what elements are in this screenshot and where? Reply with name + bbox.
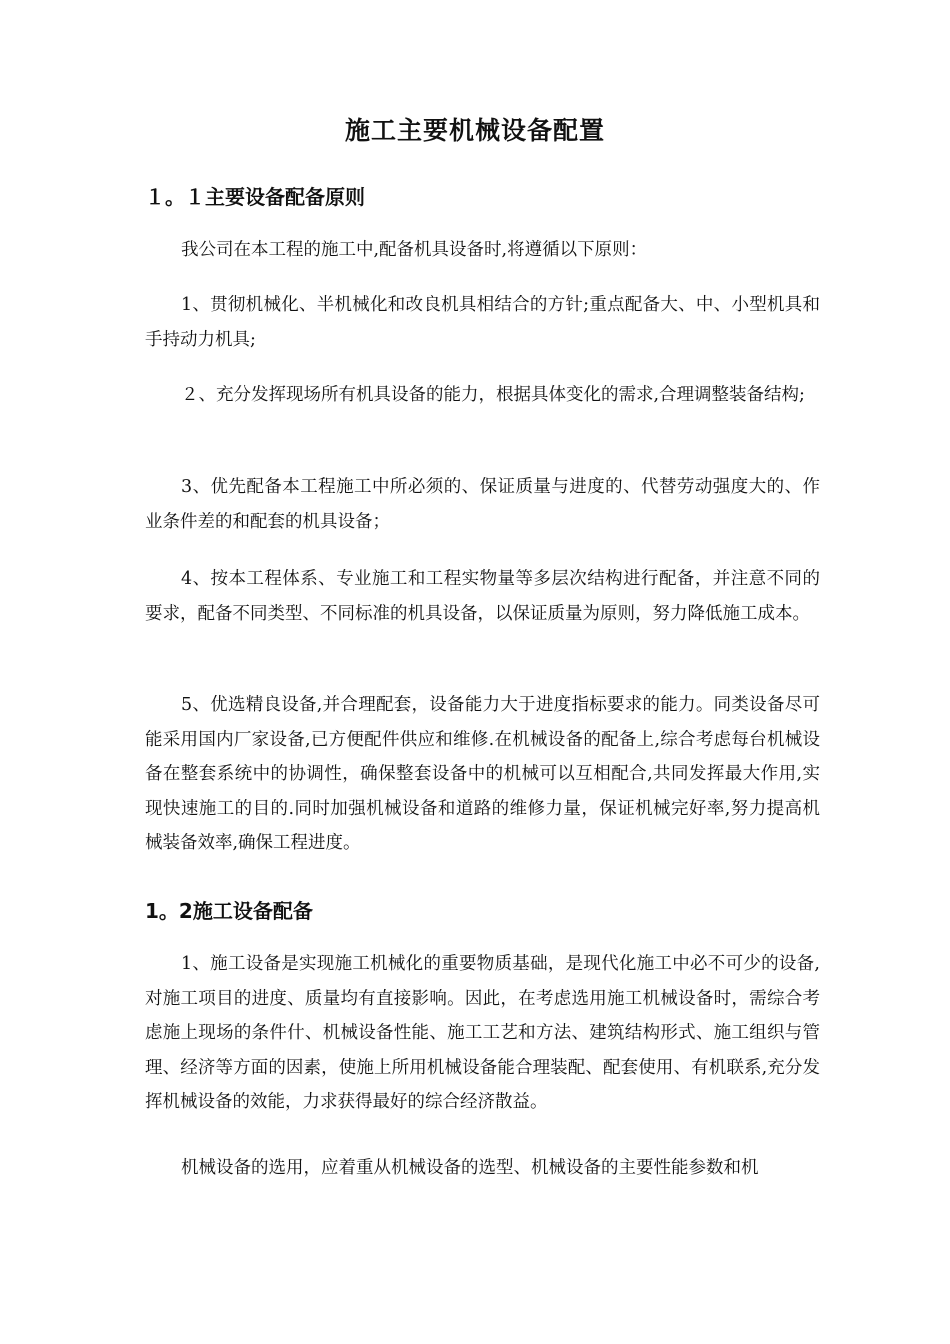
paragraph: 3、优先配备本工程施工中所必须的、保证质量与进度的、代替劳动强度大的、作业条件差的和配套的机具设备； bbox=[145, 477, 820, 532]
section-heading-1: １。１主要设备配备原则 bbox=[145, 185, 365, 209]
paragraph: 1、贯彻机械化、半机械化和改良机具相结合的方针;重点配备大、中、小型机具和手持动力机具; bbox=[145, 295, 820, 350]
paragraph: ２、充分发挥现场所有机具设备的能力，根据具体变化的需求,合理调整装备结构; bbox=[181, 385, 805, 405]
document-title: 施工主要机械设备配置 bbox=[344, 116, 605, 145]
paragraph: 4、按本工程体系、专业施工和工程实物量等多层次结构进行配备，并注意不同的要求，配备不同类型、不同标准的机具设备，以保证质量为原则，努力降低施工成本。 bbox=[145, 569, 820, 624]
paragraph: 我公司在本工程的施工中,配备机具设备时,将遵循以下原则： bbox=[181, 240, 648, 260]
paragraph: 机械设备的选用，应着重从机械设备的选型、机械设备的主要性能参数和机 bbox=[181, 1158, 759, 1178]
paragraph: 5、优选精良设备,并合理配套，设备能力大于进度指标要求的能力。同类设备尽可能采用国内厂家设备,已方便配件供应和维修.在机械设备的配备上,综合考虑每台机械设备在整套系统中的协调性，确保整套设备中的机械可以互相配合,共同发挥最大作用,实现快速施工的目的.同时加强机械设备和道路的维修力量，保证机械完好率,努力提高机械装备效率,确保工程进度。 bbox=[145, 695, 820, 853]
paragraph: 1、施工设备是实现施工机械化的重要物质基础，是现代化施工中必不可少的设备,对施工项目的进度、质量均有直接影响。因此，在考虑选用施工机械设备时，需综合考虑施上现场的条件什、机械设备性能、施工工艺和方法、建筑结构形式、施工组织与管理、经济等方面的因素，使施上所用机械设备能合理装配、配套使用、有机联系,充分发挥机械设备的效能，力求获得最好的综合经济散益。 bbox=[145, 954, 820, 1112]
section-heading-2: 1。2施工设备配备 bbox=[145, 899, 313, 923]
